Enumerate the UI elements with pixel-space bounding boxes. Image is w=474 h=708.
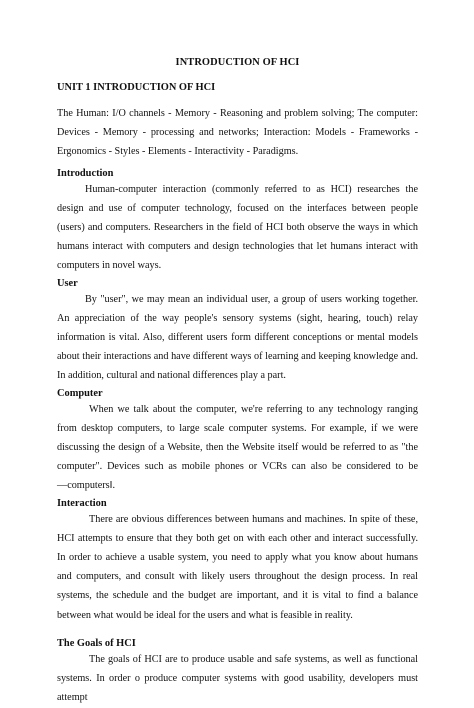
section-interaction <box>57 497 418 625</box>
section-body: There are obvious differences between humans and machines. In spite of these, HCI attempts to ensure that they both get on with each other and interact successfully. In order to achieve a usable system, you need to apply what you know about humans and computers, and consult with likely users throughout the design process. In real systems, the schedule and the budget are important, and it is vital to find a balance between what would be ideal for the users and what is feasible in reality. <box>57 513 418 621</box>
section-user <box>57 277 418 386</box>
section-goals-of-hci <box>57 637 418 708</box>
syllabus-paragraph: The Human: I/O channels - Memory - Reasoning and problem solving; The computer: Devices - Memory - processing and networks; Interaction: Models - Frameworks - Ergonomics - Styles - Elements - Interactivity - Paradigms. <box>57 108 418 158</box>
unit-title: UNIT 1 INTRODUCTION OF HCI <box>57 82 216 93</box>
document-page <box>57 56 418 708</box>
page-title: INTRODUCTION OF HCI <box>175 57 300 68</box>
section-heading: Introduction <box>57 167 114 179</box>
section-body: The goals of HCI are to produce usable and safe systems, as well as functional systems. In order o produce computer systems with good usability, developers must attempt <box>57 653 418 704</box>
section-body: When we talk about the computer, we're referring to any technology ranging from desktop computers, to large scale computer systems. For example, if we were discussing the design of a Website, then the Website itself would be referred to as "the computer". Devices such as mobile phones or VCRs can also be considered to be ―computers‖. <box>57 403 418 492</box>
section-heading: Computer <box>57 387 103 399</box>
section-heading: User <box>57 277 78 289</box>
section-introduction <box>57 167 418 276</box>
section-computer <box>57 387 418 496</box>
section-heading: Interaction <box>57 497 107 509</box>
section-body: By "user", we may mean an individual user, a group of users working together. An appreciation of the way people's sensory systems (sight, hearing, touch) relay information is vital. Also, different users form different conceptions or mental models about their interactions and have different ways of learning and keeping knowledge and. In addition, cultural and national differences play a part. <box>57 293 418 382</box>
section-body: Human-computer interaction (commonly referred to as HCI) researches the design and use of computer technology, focused on the interfaces between people (users) and computers. Researchers in the field of HCI both observe the ways in which humans interact with computers and design technologies that let humans interact with computers in novel ways. <box>57 183 418 272</box>
section-heading: The Goals of HCI <box>57 637 136 649</box>
